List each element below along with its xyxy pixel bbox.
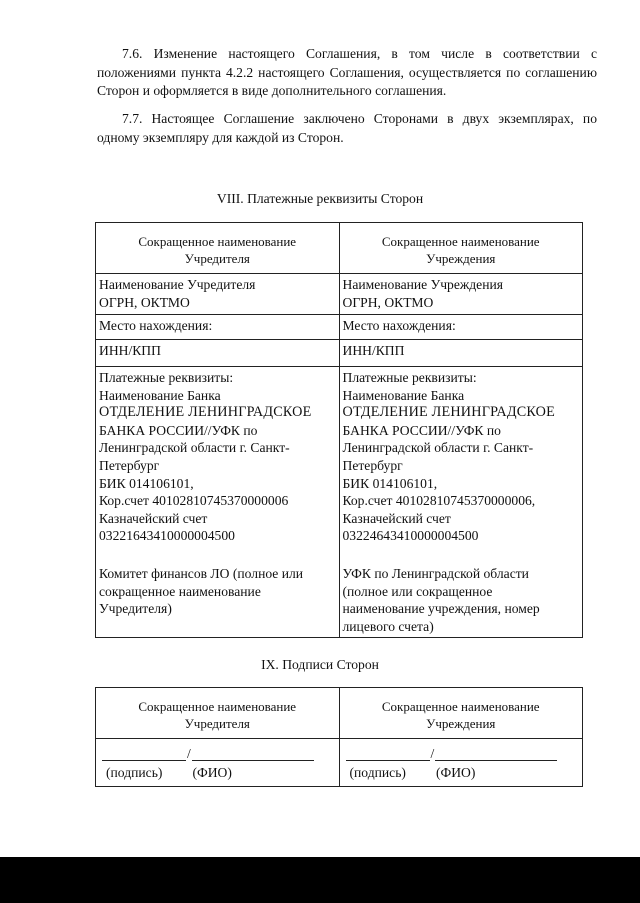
founder-signature-labels (102, 764, 333, 782)
founder-pay-line: Казначейский счет (99, 510, 208, 526)
founder-pay-line: 03221643410000004500 (99, 528, 235, 544)
founder-pay-line: БАНКА РОССИИ//УФК по (99, 422, 258, 438)
table-row-location (96, 315, 583, 340)
founder-pay-line: Кор.счет 40102810745370000006 (99, 493, 289, 509)
founder-committee-line: Комитет финансов ЛО (полное или (99, 565, 304, 581)
institution-payment-cell (339, 367, 583, 638)
table-row-inn (96, 340, 583, 367)
institution-signature-labels (346, 764, 577, 782)
header-founder-line2: Учредителя (184, 251, 250, 266)
table-row-name (96, 274, 583, 315)
header-founder-line1: Сокращенное наименование (138, 234, 297, 249)
header-institution (339, 223, 583, 274)
sign-label: (подпись) (349, 765, 406, 780)
sig-header-founder-line2: Учредителя (184, 716, 250, 731)
institution-pay-line: Наименование Банка (342, 387, 465, 403)
institution-committee-line: УФК по Ленинградской области (342, 565, 529, 581)
founder-inn: ИНН/КПП (96, 340, 340, 367)
fio-label: (ФИО) (192, 765, 232, 780)
sig-header-founder-line1: Сокращенное наименование (138, 699, 297, 714)
founder-payment-details (99, 369, 336, 545)
founder-pay-line: Петербург (99, 457, 160, 473)
institution-name-cell (339, 274, 583, 315)
fio-blank (192, 760, 314, 761)
founder-committee-line: сокращенное наименование (99, 583, 261, 599)
institution-committee (343, 565, 580, 635)
founder-signature-cell (96, 739, 340, 787)
paragraph-7-6: 7.6. Изменение настоящего Соглашения, в том числе в соответствии с положениями пункта 4.2.2 настоящего Соглашения, осуществляется по соглашению Сторон и оформляется в виде дополнительного соглашения. (97, 46, 597, 98)
sig-header-institution (339, 688, 583, 739)
sig-header-institution-line1: Сокращенное наименование (381, 699, 540, 714)
institution-signature-cell (339, 739, 583, 787)
section-9-title: IX. Подписи Сторон (261, 657, 379, 672)
institution-inn: ИНН/КПП (339, 340, 583, 367)
sign-label: (подпись) (106, 765, 163, 780)
table-header-row (96, 223, 583, 274)
founder-name: Наименование Учредителя (99, 277, 256, 292)
institution-location: Место нахождения: (339, 315, 583, 340)
header-institution-line2: Учреждения (426, 251, 496, 266)
signature-blank (346, 760, 430, 761)
founder-payment-cell (96, 367, 340, 638)
institution-name: Наименование Учреждения (342, 277, 504, 292)
header-institution-line1: Сокращенное наименование (381, 234, 540, 249)
institution-pay-line: 03224643410000004500 (342, 528, 479, 544)
sig-header-institution-line2: Учреждения (426, 716, 496, 731)
founder-name-cell (96, 274, 340, 315)
institution-pay-line: БАНКА РОССИИ//УФК по (342, 422, 501, 438)
founder-pay-line: БИК 014106101, (99, 475, 194, 491)
signatures-header-row (96, 688, 583, 739)
signatures-table (95, 687, 583, 787)
institution-pay-line: Кор.счет 40102810745370000006, (342, 493, 536, 509)
founder-pay-line: Платежные реквизиты: (99, 370, 234, 385)
institution-pay-line: Казначейский счет (342, 510, 451, 526)
founder-pay-line: ОТДЕЛЕНИЕ ЛЕНИНГРАДСКОЕ (99, 404, 312, 421)
payment-details-table (95, 222, 583, 638)
section-8-title: VIII. Платежные реквизиты Сторон (216, 191, 424, 206)
institution-pay-line: Петербург (342, 457, 403, 473)
founder-ogrn: ОГРН, ОКТМО (99, 294, 190, 310)
signature-blank (102, 760, 186, 761)
scan-footer-bar (0, 857, 640, 903)
institution-payment-details (343, 369, 580, 545)
institution-committee-line: лицевого счета) (342, 618, 434, 634)
institution-pay-line: Ленинградской области г. Санкт- (342, 440, 534, 456)
table-row-payment (96, 367, 583, 638)
signatures-row (96, 739, 583, 787)
founder-committee-line: Учредителя) (99, 601, 172, 617)
institution-committee-line: наименование учреждения, номер (342, 601, 540, 617)
fio-label: (ФИО) (435, 765, 476, 780)
founder-committee (99, 565, 336, 618)
institution-committee-line: (полное или сокращенное (342, 583, 493, 599)
header-founder (96, 223, 340, 274)
institution-pay-line: БИК 014106101, (342, 475, 438, 491)
institution-pay-line: ОТДЕЛЕНИЕ ЛЕНИНГРАДСКОЕ (342, 404, 555, 421)
founder-pay-line: Наименование Банка (99, 387, 221, 403)
institution-ogrn: ОГРН, ОКТМО (342, 294, 434, 310)
paragraph-7-7: 7.7. Настоящее Соглашение заключено Сторонами в двух экземплярах, по одному экземпляру для каждой из Сторон. (97, 111, 597, 145)
signature-slash: / (430, 746, 435, 761)
founder-pay-line: Ленинградской области г. Санкт- (99, 440, 290, 456)
founder-signature-line (102, 745, 333, 761)
institution-signature-line (346, 745, 577, 761)
founder-location: Место нахождения: (96, 315, 340, 340)
signature-slash: / (187, 746, 191, 761)
institution-pay-line: Платежные реквизиты: (342, 370, 477, 385)
fio-blank (435, 760, 557, 761)
sig-header-founder (96, 688, 340, 739)
